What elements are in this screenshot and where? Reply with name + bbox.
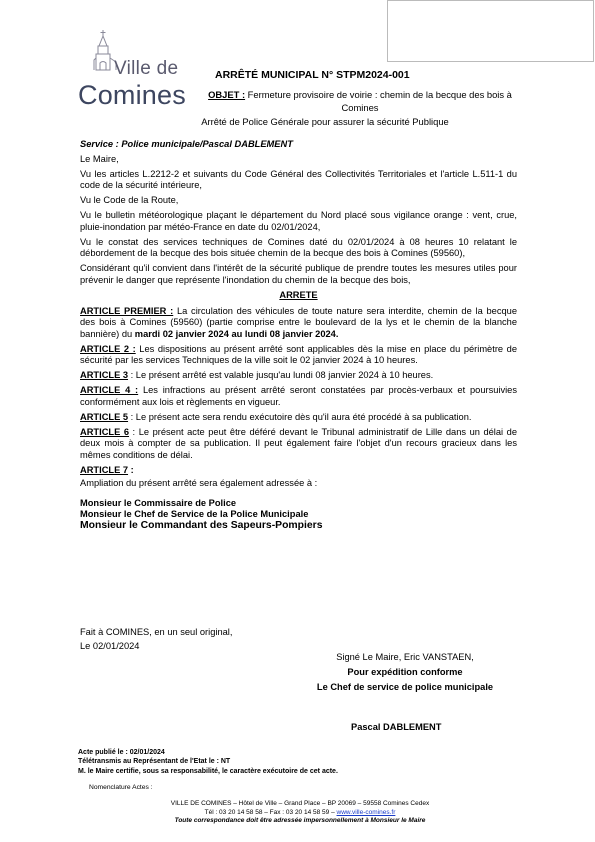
footer-contact — [60, 809, 540, 818]
stamp-box — [387, 0, 594, 62]
logo-comines: Comines — [78, 80, 186, 110]
article-3-text: : Le présent arrêté est valable jusqu'au lundi 08 janvier 2024 à 10 heures. — [128, 370, 434, 380]
article-4-text: Les infractions au présent arrêté seront constatées par procès-verbaux et poursuivies conformément aux lois et règlements en vigueur. — [80, 385, 517, 407]
objet-label: OBJET : — [208, 89, 246, 100]
service-line: Service : Police municipale/Pascal DABLEMENT — [80, 139, 293, 149]
recipient-sapeurs-pompiers: Monsieur le Commandant des Sapeurs-Pompiers — [80, 519, 323, 531]
logo-ville-de: Ville de — [114, 58, 179, 79]
ampliation: Ampliation du présent arrêté sera également adressée à : — [80, 478, 318, 488]
article-2-text: Les dispositions au présent arrêté sont applicables dès la mise en place du périmètre de sécurité par les services Techniques de la ville soit le 02 janvier 2024 à 10 heures. — [80, 343, 517, 365]
article-4 — [80, 385, 517, 408]
article-5-label: ARTICLE 5 — [80, 411, 129, 422]
le-maire: Le Maire, — [80, 153, 119, 164]
signatory-name: Pascal DABLEMENT — [351, 722, 442, 732]
chef-de-service: Le Chef de service de police municipale — [316, 682, 494, 692]
article-2 — [80, 344, 517, 367]
arrete-heading: ARRETE — [279, 290, 318, 300]
fait-a — [80, 625, 232, 653]
article-3 — [80, 370, 517, 382]
article-1-dates: mardi 02 janvier 2024 au lundi 08 janvier 2024. — [134, 328, 339, 339]
considerant: Considérant qu'il convient dans l'intérêt de la sécurité publique de prendre toutes les mesures utiles pour prévenir le danger que représente l'inondation du chemin de la becque des bois, — [80, 263, 517, 285]
arrete-title: ARRÊTÉ MUNICIPAL N° STPM2024-001 — [215, 69, 410, 81]
acte-info — [78, 748, 338, 776]
ville-de-comines-logo — [78, 28, 196, 110]
article-6 — [80, 427, 517, 462]
article-1 — [80, 306, 517, 341]
objet-subtitle: Arrêté de Police Générale pour assurer la sécurité Publique — [201, 116, 449, 127]
article-2-label: ARTICLE 2 : — [80, 343, 136, 354]
article-3-label: ARTICLE 3 — [80, 370, 129, 380]
footer-correspondence: Toute correspondance doit être adressée impersonnellement à Monsieur le Maire — [174, 817, 426, 824]
article-4-label: ARTICLE 4 : — [80, 385, 139, 395]
vu-code-route: Vu le Code de la Route, — [80, 195, 179, 205]
article-7-colon: : — [128, 464, 134, 475]
fait-date: Le 02/01/2024 — [80, 641, 140, 651]
article-5-text: : Le présent acte sera rendu exécutoire dès qu'il aura été procédé à sa publication. — [128, 411, 472, 422]
acte-certifie: M. le Maire certifie, sous sa responsabilité, le caractère exécutoire de cet acte. — [78, 767, 338, 775]
vu-constat: Vu le constat des services techniques de Comines daté du 02/01/2024 à 08 heures 10 relatant le débordement de la becque des bois située chemin de la becque des bois à Comines (59560), — [80, 236, 517, 258]
vu-articles: Vu les articles L.2212-2 et suivants du Code Général des Collectivités Territoriales et l'article L.511-1 du code de la sécurité intérieure, — [80, 168, 517, 190]
article-1-text: La circulation des véhicules de toute nature sera interdite, chemin de la becque des bois à Comines (59560) (partie comprise entre le boulevard de la lys et le chemin de la blanche bannière) du — [80, 305, 517, 339]
recipient-police-municipale: Monsieur le Chef de Service de la Police Municipale — [80, 508, 309, 519]
footer — [60, 800, 540, 826]
article-6-label: ARTICLE 6 — [80, 426, 130, 437]
article-7 — [80, 465, 517, 477]
pour-expedition: Pour expédition conforme — [347, 667, 463, 677]
fait-a-comines: Fait à COMINES, en un seul original, — [80, 627, 233, 637]
objet-text: Fermeture provisoire de voirie : chemin de la becque des bois à Comines — [245, 89, 512, 113]
footer-phone-fax: Tél : 03 20 14 58 58 – Fax : 03 20 14 58 59 – — [204, 808, 337, 816]
signature-block — [300, 650, 510, 695]
article-6-text: : Le présent acte peut être déféré devant le Tribunal administratif de Lille dans un délai de deux mois à compter de sa publication. Il peut également faire l'objet d'un recours gracieux dans les mêmes conditions de délai. — [80, 426, 517, 460]
signe-le-maire: Signé Le Maire, Eric VANSTAEN, — [336, 652, 474, 662]
article-7-label: ARTICLE 7 — [80, 464, 129, 475]
article-5 — [80, 412, 517, 424]
article-1-label: ARTICLE PREMIER : — [80, 305, 174, 316]
footer-address: VILLE DE COMINES – Hôtel de Ville – Grand Place – BP 20069 – 59558 Comines Cedex — [170, 800, 430, 807]
nomenclature-actes: Nomenclature Actes : — [89, 784, 153, 791]
website-link[interactable]: www.ville-comines.fr — [336, 808, 396, 816]
acte-publie: Acte publié le : 02/01/2024 — [78, 749, 165, 756]
vu-bulletin: Vu le bulletin météorologique plaçant le département du Nord placé sous vigilance orange : vent, crue, pluie-inondation par météo-France en date du 02/01/2024, — [80, 210, 517, 232]
acte-teletransmis: Télétransmis au Représentant de l'Etat le : NT — [78, 758, 231, 766]
recipient-commissaire: Monsieur le Commissaire de Police — [80, 497, 237, 508]
arrete-body — [80, 139, 517, 531]
objet — [200, 89, 520, 114]
